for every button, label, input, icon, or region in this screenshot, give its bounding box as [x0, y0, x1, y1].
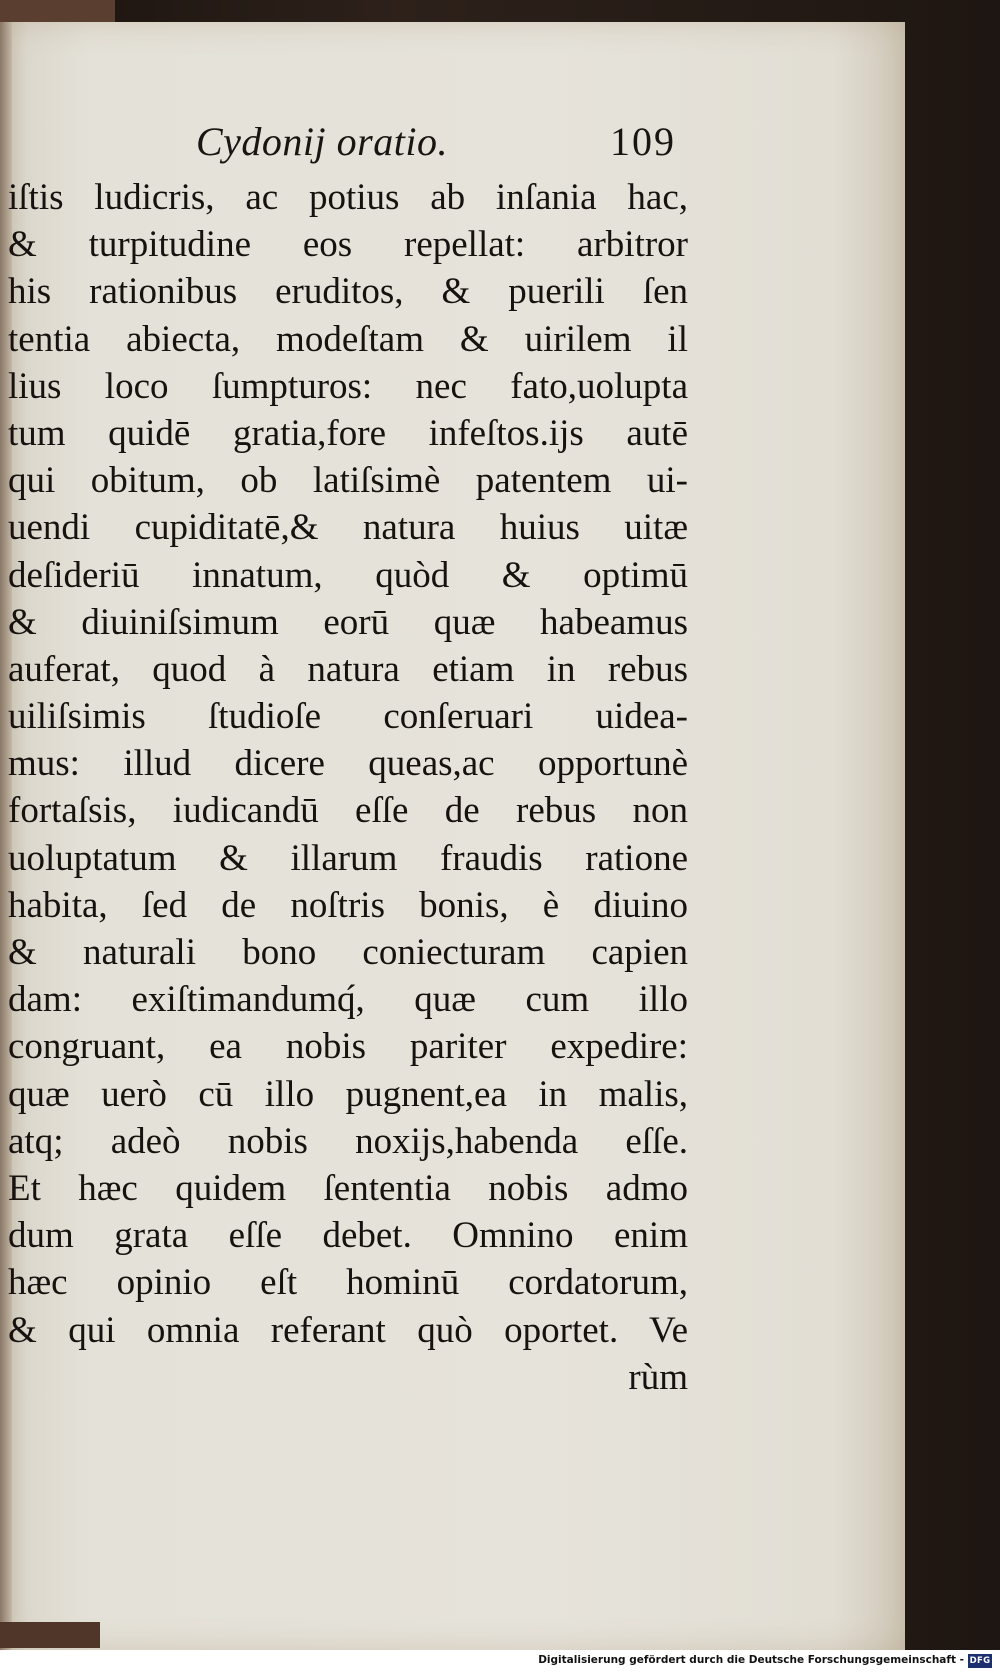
- catchword: rùm: [628, 1356, 688, 1398]
- text-line: auferat, quod à natura etiam in rebus: [8, 648, 688, 690]
- text-line: & naturali bono coniecturam capien: [8, 932, 688, 973]
- text-line: atq; adeò nobis noxijs,habenda eſſe.: [8, 1120, 688, 1162]
- text-line: iſtis ludicris, ac potius ab inſania hac,: [8, 177, 688, 218]
- text-line: his rationibus eruditos, & puerili ſen: [8, 271, 688, 313]
- page-header: [0, 118, 905, 178]
- text-line: & diuiniſsimum eorū quæ habeamus: [8, 601, 688, 643]
- text-line: fortaſsis, iudicandū eſſe de rebus non: [8, 790, 688, 832]
- text-line: tum quidē gratia,fore infeſtos.ijs autē: [8, 412, 688, 454]
- text-line: uoluptatum & illarum fraudis ratione: [8, 837, 688, 879]
- text-line: mus: illud dicere queas,ac opportunè: [8, 743, 688, 785]
- dfg-logo: DFG: [969, 1656, 991, 1666]
- text-line: quæ uerò cū illo pugnent,ea in malis,: [8, 1073, 688, 1115]
- text-line: dam: exiſtimandumq́, quæ cum illo: [8, 979, 688, 1021]
- page-number: 109: [610, 119, 676, 164]
- text-line: lius loco ſumpturos: nec fato,uolupta: [8, 365, 688, 407]
- text-line: deſideriū innatum, quòd & optimū: [8, 554, 688, 596]
- text-line: qui obitum, ob latiſsimè patentem ui-: [8, 460, 688, 502]
- text-line: congruant, ea nobis pariter expedire:: [8, 1026, 688, 1068]
- body-text: [8, 174, 688, 1401]
- digitization-footer: [0, 1650, 1000, 1673]
- text-line: & qui omnia referant quò oportet. Ve: [8, 1309, 688, 1351]
- text-line: uendi cupiditatē,& natura huius uitæ: [8, 507, 688, 549]
- text-line: uiliſsimis ſtudioſe conſeruari uidea-: [8, 696, 688, 738]
- text-line: habita, ſed de noſtris bonis, è diuino: [8, 884, 688, 926]
- text-line: Et hæc quidem ſententia nobis admo: [8, 1167, 688, 1209]
- text-line: dum grata eſſe debet. Omnino enim: [8, 1215, 688, 1257]
- text-line: hæc opinio eſt hominū cordatorum,: [8, 1262, 688, 1304]
- binding-stain-bottom: [0, 1622, 100, 1648]
- text-line: & turpitudine eos repellat: arbitror: [8, 224, 688, 266]
- running-title: Cydonij oratio.: [196, 119, 448, 164]
- funding-credit: Digitalisierung gefördert durch die Deutsche Forschungsgemeinschaft -: [538, 1654, 964, 1666]
- text-line: tentia abiecta, modeſtam & uirilem il: [8, 318, 688, 360]
